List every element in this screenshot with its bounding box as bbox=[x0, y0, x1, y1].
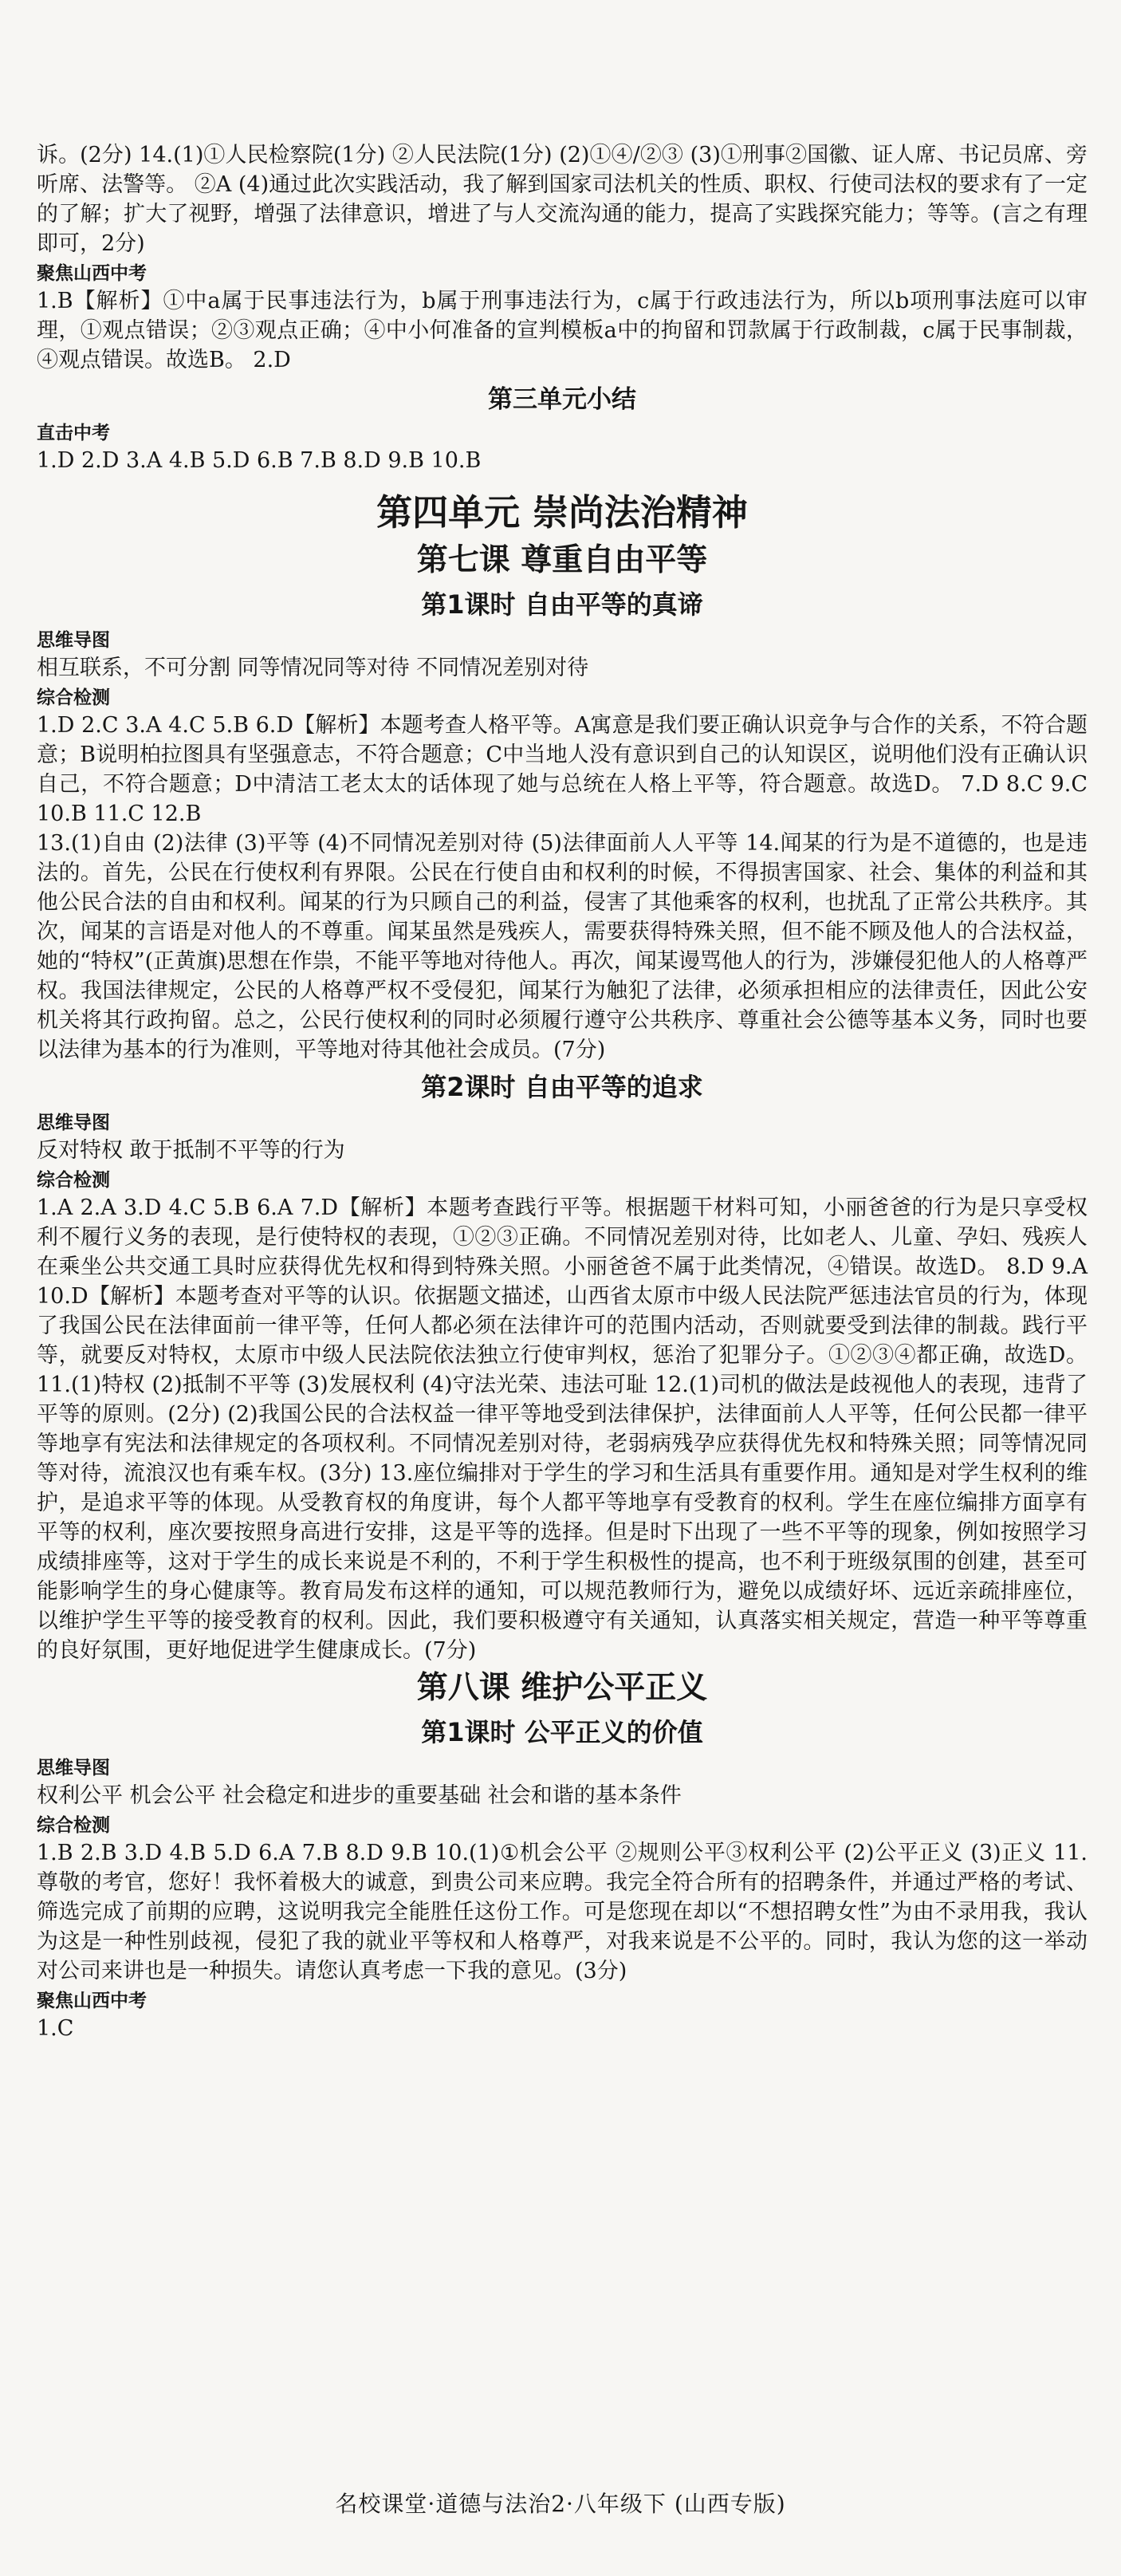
mindmap-text: 权利公平 机会公平 社会稳定和进步的重要基础 社会和谐的基本条件 bbox=[37, 1783, 682, 1808]
section-label: 聚焦山西中考 bbox=[37, 1991, 147, 2011]
unit-heading: 第四单元 崇尚法治精神 bbox=[376, 491, 748, 534]
section-label: 思维导图 bbox=[37, 1758, 110, 1778]
period-heading: 第2课时 自由平等的追求 bbox=[421, 1072, 703, 1102]
section-label: 综合检测 bbox=[37, 687, 110, 708]
answer-paragraph: 1.C bbox=[37, 2016, 74, 2041]
page-content bbox=[37, 140, 1088, 2043]
section-label: 思维导图 bbox=[37, 630, 110, 651]
page-footer: 名校课堂·道德与法治2·八年级下 (山西专版) bbox=[335, 2491, 786, 2517]
answer-paragraph: 1.B 2.B 3.D 4.B 5.D 6.A 7.B 8.D 9.B 10.(1)①机会公平 ②规则公平③权利公平 (2)公平正义 (3)正义 11.尊敬的考官，您好！我怀着极大的诚意，到贵公司来应聘。我完全符合所有的招聘条件，并通过严格的考试、筛选完成了前期的应聘，这说明我完全能胜任这份工作。可是您现在却以“不想招聘女性”为由不录用我，我认为这是一种性别歧视，侵犯了我的就业平等权和人格尊严，对我来说是不公平的。同时，我认为您的这一举动对公司来讲也是一种损失。请您认真考虑一下我的意见。(3分) bbox=[37, 1841, 1088, 1983]
lesson-heading: 第七课 尊重自由平等 bbox=[416, 542, 708, 578]
unit-summary-heading: 第三单元小结 bbox=[488, 385, 636, 414]
section-label: 聚焦山西中考 bbox=[37, 263, 147, 284]
answer-paragraph: 诉。(2分) 14.(1)①人民检察院(1分) ②人民法院(1分) (2)①④/②③ (3)①刑事②国徽、证人席、书记员席、旁听席、法警等。 ②A (4)通过此次实践活动，我了解到国家司法机关的性质、职权、行使司法权的要求有了一定的了解；扩大了视野，增强了法律意识，增进了与人交流沟通的能力，提高了实践探究能力；等等。(言之有理即可，2分) bbox=[37, 143, 1088, 256]
lesson-heading: 第八课 维护公平正义 bbox=[416, 1670, 708, 1706]
answer-paragraph: 1.A 2.A 3.D 4.C 5.B 6.A 7.D【解析】本题考查践行平等。根据题干材料可知，小丽爸爸的行为是只享受权利不履行义务的表现，是行使特权的表现，①②③正确。不同情况差别对待，比如老人、儿童、孕妇、残疾人在乘坐公共交通工具时应获得优先权和得到特殊关照。小丽爸爸不属于此类情况，④错误。故选D。 8.D 9.A 10.D【解析】本题考查对平等的认识。依据题文描述，山西省太原市中级人民法院严惩违法官员的行为，体现了我国公民在法律面前一律平等，任何人都必须在法律许可的范围内活动，否则就要受到法律的制裁。践行平等，就要反对特权，太原市中级人民法院依法独立行使审判权，惩治了犯罪分子。①②③④都正确，故选D。 11.(1)特权 (2)抵制不平等 (3)发展权利 (4)守法光荣、违法可耻 12.(1)司机的做法是歧视他人的表现，违背了平等的原则。(2分) (2)我国公民的合法权益一律平等地受到法律保护，法律面前人人平等，任何公民都一律平等地享有宪法和法律规定的各项权利。不同情况差别对待，老弱病残孕应获得优先权和特殊关照；同等情况同等对待，流浪汉也有乘车权。(3分) 13.座位编排对于学生的学习和生活具有重要作用。通知是对学生权利的维护，是追求平等的体现。从受教育权的角度讲，每个人都平等地享有受教育的权利。学生在座位编排方面享有平等的权利，座次要按照身高进行安排，这是平等的选择。但是时下出现了一些不平等的现象，例如按照学习成绩排座等，这对于学生的成长来说是不利的，不利于学生积极性的提高，也不利于班级氛围的创建，甚至可能影响学生的身心健康等。教育局发布这样的通知，可以规范教师行为，避免以成绩好坏、远近亲疏排座位，以维护学生平等的接受教育的权利。因此，我们要积极遵守有关通知，认真落实相关规定，营造一种平等尊重的良好氛围，更好地促进学生健康成长。(7分) bbox=[37, 1195, 1088, 1663]
mindmap-text: 相互联系，不可分割 同等情况同等对待 不同情况差别对待 bbox=[37, 656, 589, 680]
section-label: 思维导图 bbox=[37, 1113, 110, 1133]
answer-paragraph: 13.(1)自由 (2)法律 (3)平等 (4)不同情况差别对待 (5)法律面前人人平等 14.闻某的行为是不道德的，也是违法的。首先，公民在行使权利有界限。公民在行使自由和权利的时候，不得损害国家、社会、集体的利益和其他公民合法的自由和权利。闻某的行为只顾自己的利益，侵害了其他乘客的权利，也扰乱了正常公共秩序。其次，闻某的言语是对他人的不尊重。闻某虽然是残疾人，需要获得特殊关照，但不能不顾及他人的合法权益，她的“特权”(正黄旗)思想在作祟，不能平等地对待他人。再次，闻某谩骂他人的行为，涉嫌侵犯他人的人格尊严权。我国法律规定，公民的人格尊严权不受侵犯，闻某行为触犯了法律，必须承担相应的法律责任，因此公安机关将其行政拘留。总之，公民行使权利的同时必须履行遵守公共秩序、尊重社会公德等基本义务，同时也要以法律为基本的行为准则，平等地对待其他社会成员。(7分) bbox=[37, 831, 1088, 1062]
section-label: 直击中考 bbox=[37, 423, 110, 443]
period-heading: 第1课时 自由平等的真谛 bbox=[421, 589, 703, 620]
period-heading: 第1课时 公平正义的价值 bbox=[421, 1717, 703, 1747]
answer-paragraph: 1.B【解析】①中a属于民事违法行为，b属于刑事违法行为，c属于行政违法行为，所以b项刑事法庭可以审理，①观点错误；②③观点正确；④中小何准备的宣判模板a中的拘留和罚款属于行政制裁，c属于民事制裁，④观点错误。故选B。 2.D bbox=[37, 289, 1088, 372]
answer-paragraph: 1.D 2.C 3.A 4.C 5.B 6.D【解析】本题考查人格平等。A寓意是我们要正确认识竞争与合作的关系，不符合题意；B说明柏拉图具有坚强意志，不符合题意；C中当地人没有意识到自己的认知误区，说明他们没有正确认识自己，不符合题意；D中清洁工老太太的话体现了她与总统在人格上平等，符合题意。故选D。 7.D 8.C 9.C 10.B 11.C 12.B bbox=[37, 713, 1088, 826]
section-label: 综合检测 bbox=[37, 1815, 110, 1836]
answer-paragraph: 1.D 2.D 3.A 4.B 5.D 6.B 7.B 8.D 9.B 10.B bbox=[37, 448, 482, 473]
mindmap-text: 反对特权 敢于抵制不平等的行为 bbox=[37, 1138, 345, 1163]
section-label: 综合检测 bbox=[37, 1170, 110, 1191]
